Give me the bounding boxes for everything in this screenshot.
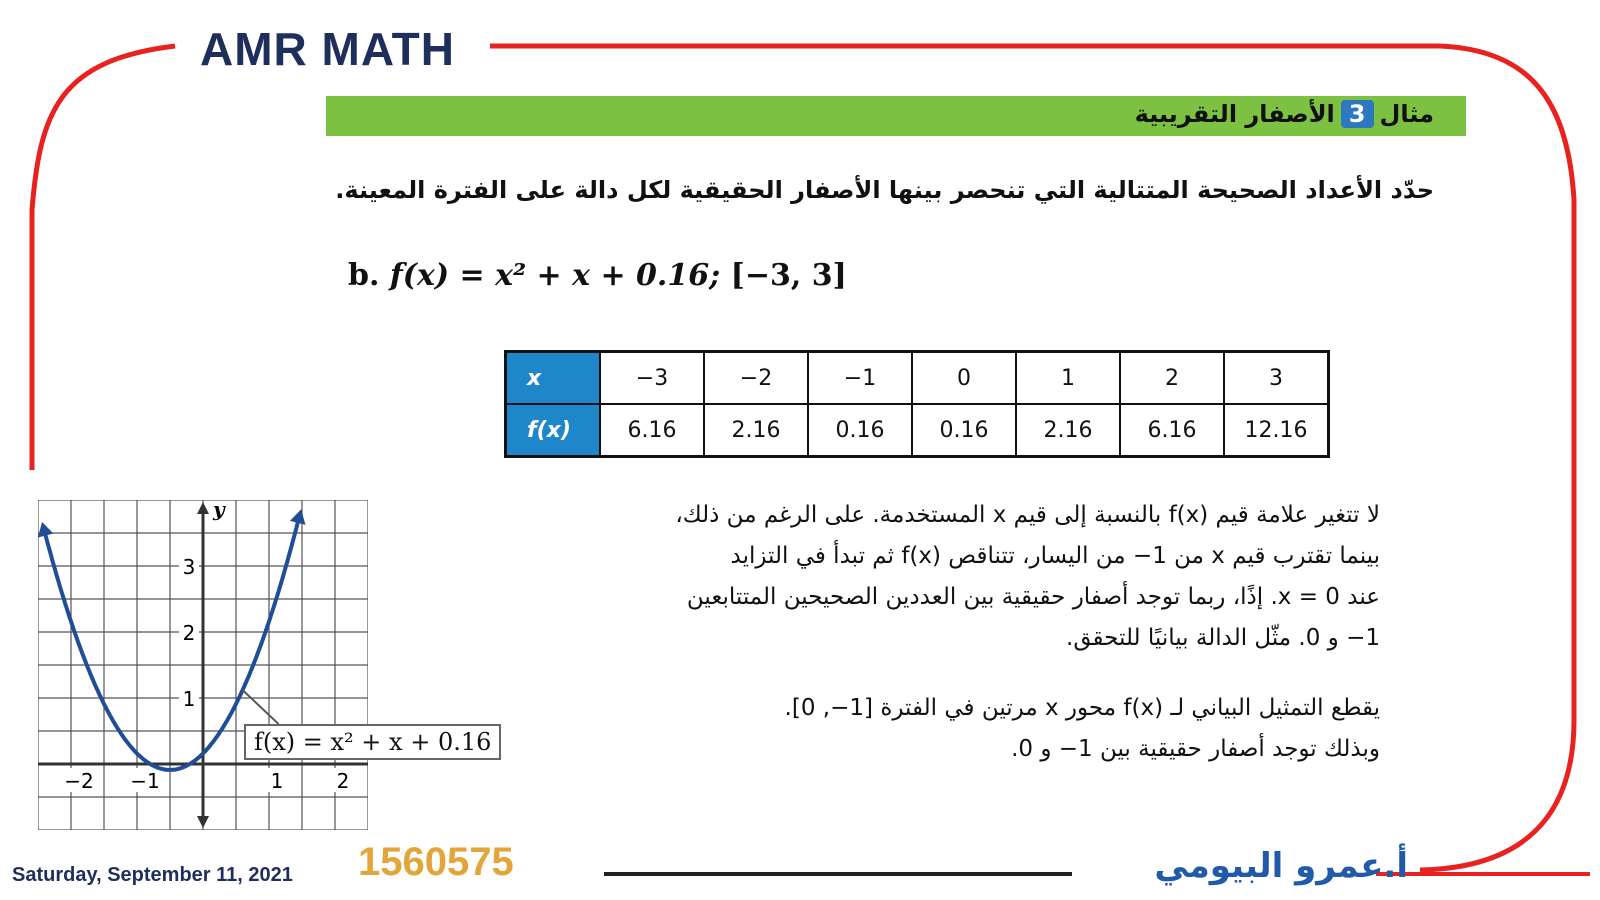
- paragraph-line: 1− و 0. مثّل الدالة بيانيًا للتحقق.: [1066, 625, 1380, 651]
- x-tick-label: −2: [64, 769, 94, 793]
- table-cell: −1: [808, 352, 912, 405]
- example-number: 3: [1341, 100, 1374, 128]
- table-cell: 0.16: [808, 404, 912, 457]
- table-cell: 2.16: [1016, 404, 1120, 457]
- y-axis-arrow: [197, 816, 209, 828]
- table-row-header: x: [506, 352, 601, 405]
- instruction-text: حدّد الأعداد الصحيحة المتتالية التي تنحصر بينها الأصفار الحقيقية لكل دالة على الفترة المعينة.: [335, 176, 1434, 204]
- values-table: [504, 350, 1330, 458]
- x-tick-label: 1: [270, 769, 284, 793]
- curve-label: f(x) = x² + x + 0.16: [244, 724, 501, 760]
- x-tick-label: 2: [336, 769, 350, 793]
- table-cell: 3: [1224, 352, 1329, 405]
- table-cell: 1: [1016, 352, 1120, 405]
- table-cell: 6.16: [1120, 404, 1224, 457]
- paragraph-line: لا تتغير علامة قيم f(x) بالنسبة إلى قيم x المستخدمة. على الرغم من ذلك،: [675, 502, 1380, 528]
- x-tick-label: −1: [130, 769, 160, 793]
- table-cell: −2: [704, 352, 808, 405]
- curve-arrowhead: [38, 522, 53, 538]
- y-tick-label: 2: [182, 621, 196, 645]
- footer-author: أ.عمرو البيومي: [1154, 846, 1408, 886]
- example-heading: [1135, 100, 1434, 128]
- table-cell: 2.16: [704, 404, 808, 457]
- function-expression: f(x) = x² + x + 0.16;: [389, 258, 721, 293]
- table-cell: 0.16: [912, 404, 1016, 457]
- table-cell: 12.16: [1224, 404, 1329, 457]
- function-interval: [−3, 3]: [730, 258, 847, 293]
- footer-date: Saturday, September 11, 2021: [12, 864, 293, 886]
- table-cell: 6.16: [600, 404, 704, 457]
- paragraph-line: بينما تقترب قيم x من 1− من اليسار، تتناقص f(x) ثم تبدأ في التزايد: [730, 543, 1380, 569]
- table-cell: 2: [1120, 352, 1224, 405]
- paragraph-line: وبذلك توجد أصفار حقيقية بين 1− و 0.: [1011, 736, 1380, 762]
- example-title: الأصفار التقريبية: [1134, 100, 1335, 128]
- table-row: [506, 352, 1329, 405]
- conclusion-paragraph: [440, 688, 1380, 770]
- function-graph: [38, 500, 368, 830]
- paragraph-line: عند 0 = x. إذًا، ربما توجد أصفار حقيقية بين العددين الصحيحين المتتابعين: [686, 584, 1380, 610]
- footer-phone-fragment: 1560575: [358, 840, 514, 884]
- table-cell: −3: [600, 352, 704, 405]
- y-tick-label: 3: [182, 555, 196, 579]
- table-row-header: f(x): [506, 404, 601, 457]
- example-label: مثال: [1379, 100, 1434, 128]
- label-leader-line: [243, 690, 279, 724]
- explanation-paragraph: [440, 495, 1380, 659]
- part-label: b.: [348, 258, 380, 293]
- curve-arrowhead: [290, 509, 305, 525]
- y-tick-label: 1: [182, 687, 196, 711]
- y-axis-arrow: [197, 502, 209, 514]
- brand-logo: AMR MATH: [200, 23, 455, 75]
- table-row: [506, 404, 1329, 457]
- function-formula: [348, 258, 847, 293]
- paragraph-line: يقطع التمثيل البياني لـ f(x) محور x مرتين في الفترة [1−, 0].: [784, 695, 1380, 721]
- y-axis-label: y: [213, 500, 225, 521]
- table-cell: 0: [912, 352, 1016, 405]
